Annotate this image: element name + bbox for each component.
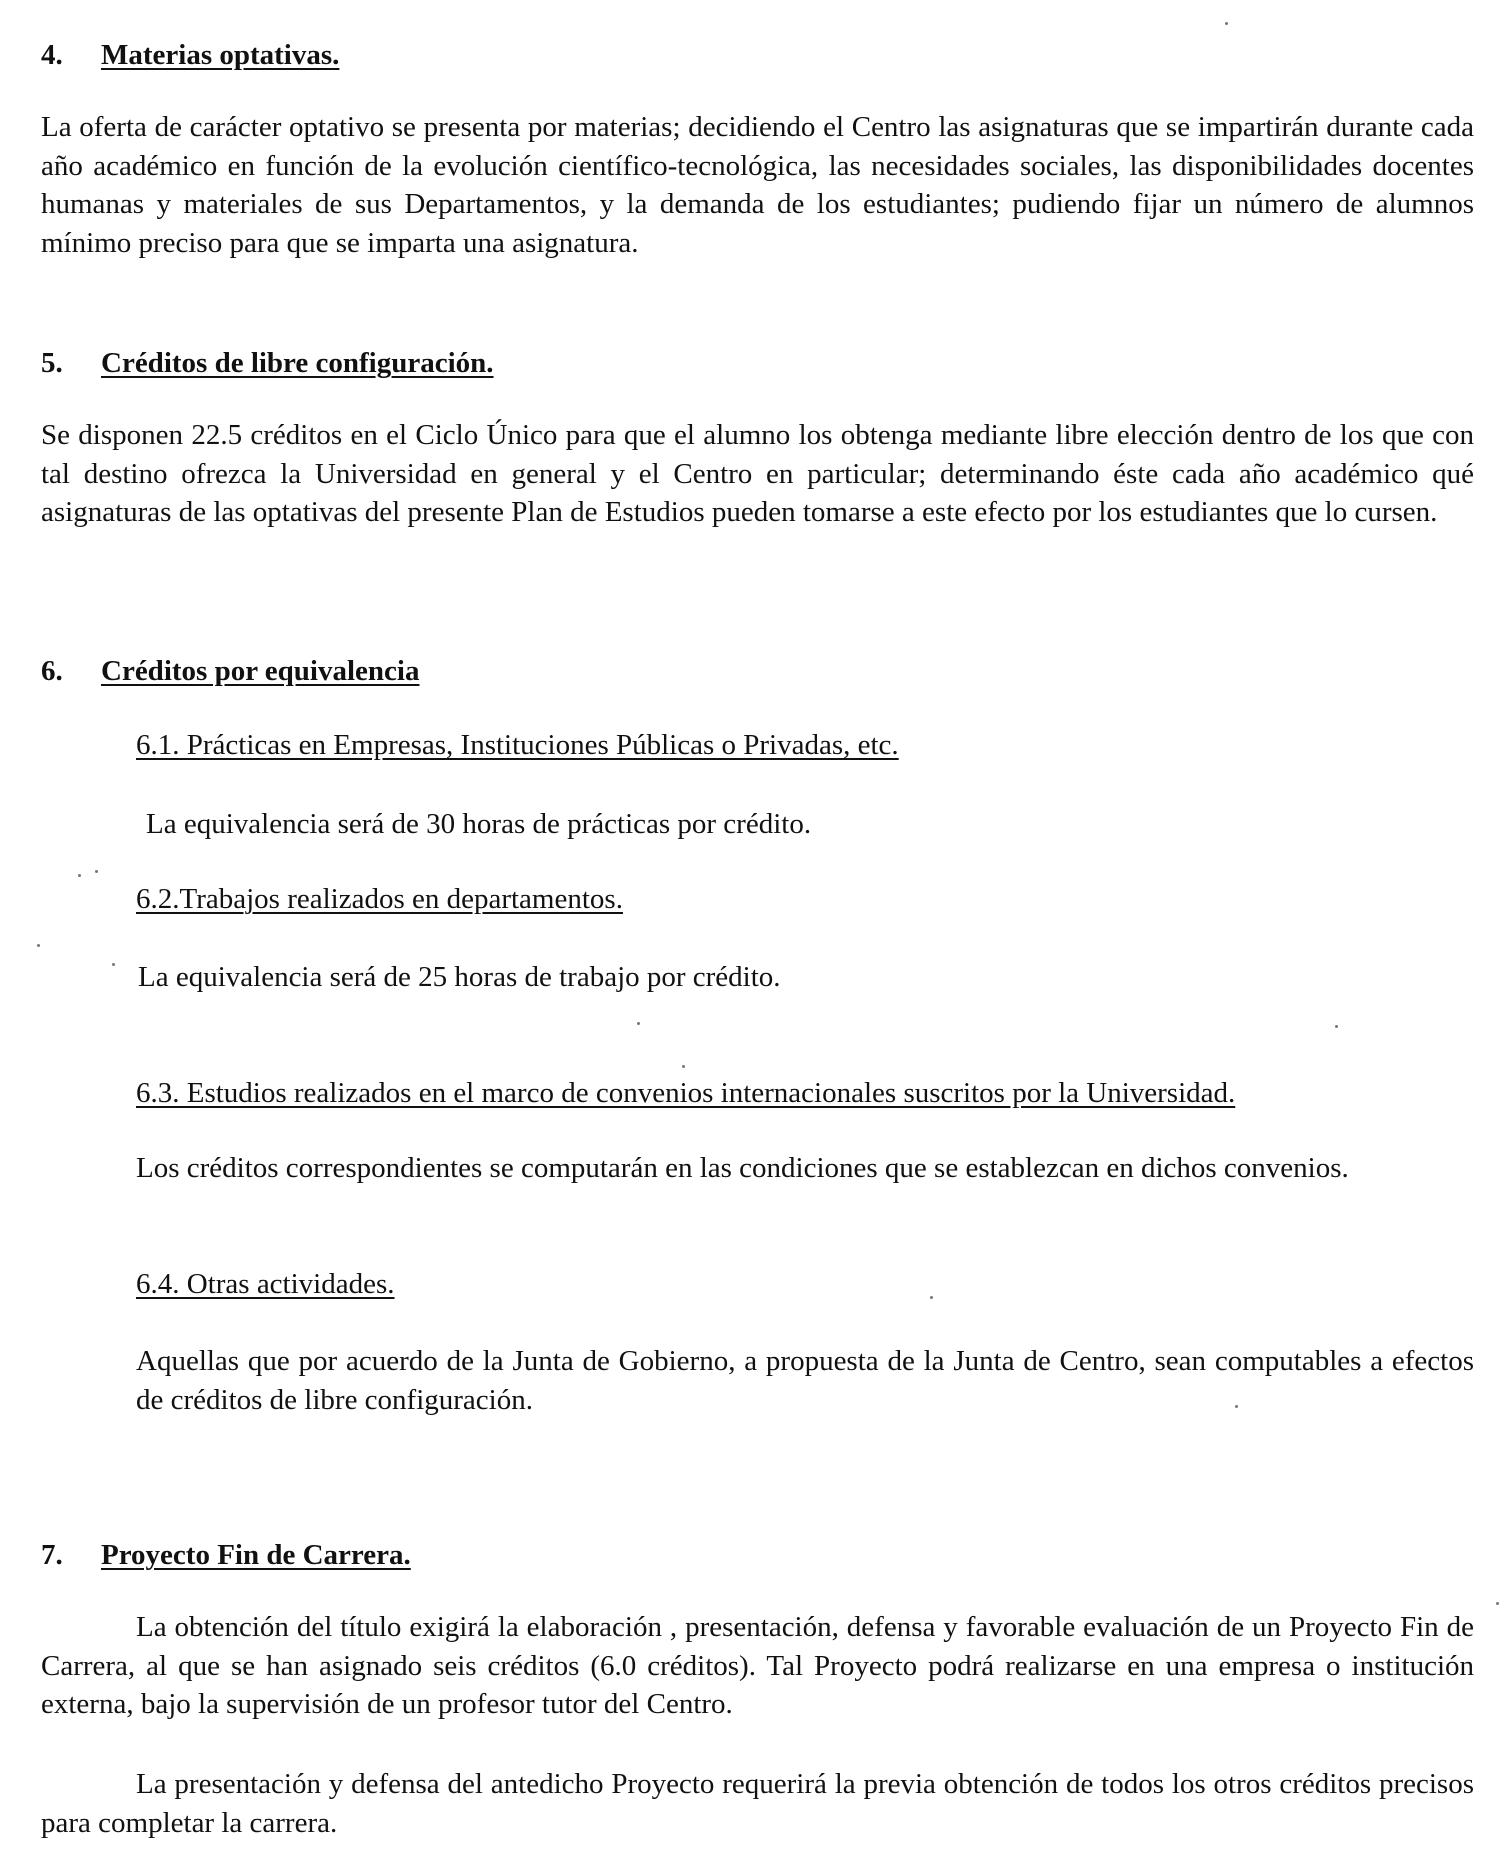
scan-speck [1335, 1025, 1338, 1028]
scan-speck [1496, 1602, 1499, 1605]
section-6-heading [41, 654, 419, 688]
section-4-heading [41, 38, 339, 72]
section-4-number: 4. [41, 39, 63, 71]
subsection-6-3-body: Los créditos correspondientes se computarán en las condiciones que se establezcan en dichos convenios. [136, 1152, 1349, 1184]
section-7-heading [41, 1538, 411, 1572]
section-7-title: Proyecto Fin de Carrera. [101, 1539, 411, 1571]
scan-speck [930, 1296, 933, 1299]
subsection-6-2-body: La equivalencia será de 25 horas de trabajo por crédito. [138, 961, 781, 993]
section-5-body: Se disponen 22.5 créditos en el Ciclo Único para que el alumno los obtenga mediante libre elección dentro de los que con tal destino ofrezca la Universidad en general y el Centro en particular; determinando éste cada año académico qué asignaturas de las optativas del presente Plan de Estudios pueden tomarse a este efecto por los estudiantes que lo cursen. [41, 419, 1474, 528]
scan-speck [78, 874, 81, 877]
scan-speck [637, 1022, 640, 1025]
section-4-title: Materias optativas. [101, 39, 340, 71]
section-4-body: La oferta de carácter optativo se presenta por materias; decidiendo el Centro las asignaturas que se impartirán durante cada año académico en función de la evolución científico-tecnológica, las necesidades sociales, las disponibilidades docentes humanas y materiales de sus Departamentos, y la demanda de los estudiantes; pudiendo fijar un número de alumnos mínimo preciso para que se imparta una asignatura. [41, 111, 1474, 259]
subsection-6-1-title: 6.1. Prácticas en Empresas, Instituciones Públicas o Privadas, etc. [136, 729, 899, 761]
section-7-body-2: La presentación y defensa del antedicho Proyecto requerirá la previa obtención de todos los otros créditos precisos para completar la carrera. [41, 1768, 1474, 1839]
scan-speck [37, 944, 40, 947]
scan-speck [1235, 1405, 1238, 1408]
subsection-6-4-body: Aquellas que por acuerdo de la Junta de Gobierno, a propuesta de la Junta de Centro, sean computables a efectos de créditos de libre configuración. [136, 1345, 1474, 1416]
scan-speck [1225, 22, 1228, 25]
scan-speck [112, 963, 115, 966]
section-7-body-1: La obtención del título exigirá la elaboración , presentación, defensa y favorable evaluación de un Proyecto Fin de Carrera, al que se han asignado seis créditos (6.0 créditos). Tal Proyecto podrá realizarse en una empresa o institución externa, bajo la supervisión de un profesor tutor del Centro. [41, 1611, 1474, 1720]
subsection-6-3-title: 6.3. Estudios realizados en el marco de convenios internacionales suscritos por la Universidad. [136, 1077, 1236, 1109]
section-6-title: Créditos por equivalencia [101, 655, 420, 687]
section-7-number: 7. [41, 1539, 63, 1571]
section-5-number: 5. [41, 347, 63, 379]
scan-speck [682, 1065, 685, 1068]
subsection-6-4-title: 6.4. Otras actividades. [136, 1268, 395, 1300]
scan-speck [95, 870, 98, 873]
subsection-6-2-title: 6.2.Trabajos realizados en departamentos. [136, 883, 623, 915]
section-6-number: 6. [41, 655, 63, 687]
section-5-heading [41, 346, 494, 380]
section-5-title: Créditos de libre configuración. [101, 347, 494, 379]
subsection-6-1-body: La equivalencia será de 30 horas de prácticas por crédito. [146, 808, 812, 840]
